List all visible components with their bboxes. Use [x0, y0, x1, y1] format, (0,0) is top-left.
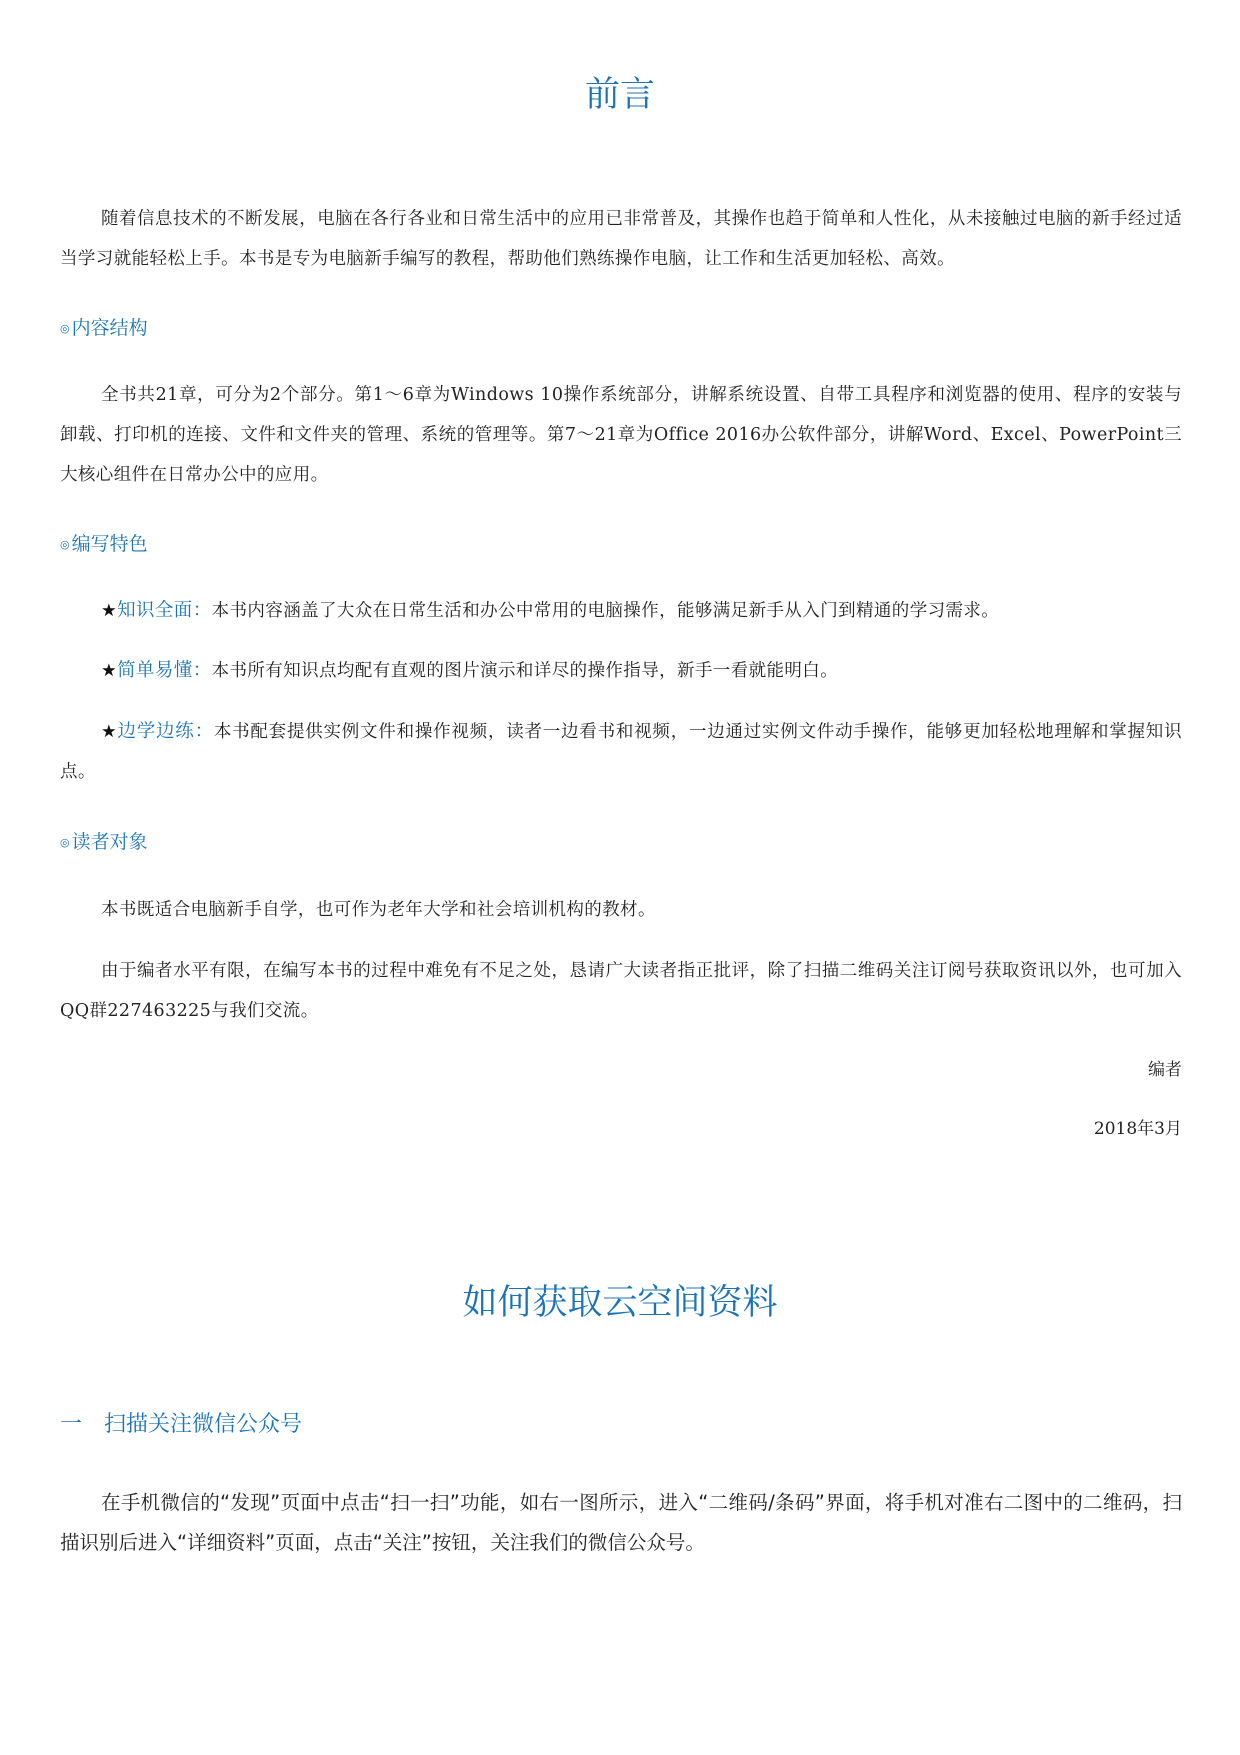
closing-text: 由于编者水平有限，在编写本书的过程中难免有不足之处，恳请广大读者指正批评，除了扫描二维码关注订阅号获取资讯以外，也可加入QQ群227463225与我们交流。 — [60, 961, 1182, 1021]
star-icon: ★ — [101, 722, 118, 742]
feature-item: ★边学边练：本书配套提供实例文件和操作视频，读者一边看书和视频，一边通过实例文件动手操作，能够更加轻松地理解和掌握知识点。 — [60, 721, 1182, 782]
structure-text: 全书共21章，可分为2个部分。第1～6章为Windows 10操作系统部分，讲解系统设置、自带工具程序和浏览器的使用、程序的安装与卸载、打印机的连接、文件和文件夹的管理、系统的管理等。第7～21章为Office 2016办公软件部分，讲解Word、Excel、PowerPoint三大核心组件在日常办公中的应用。 — [60, 385, 1182, 485]
signature-date: 2018年3月 — [1093, 1119, 1182, 1139]
readers-text: 本书既适合电脑新手自学，也可作为老年大学和社会培训机构的教材。 — [101, 900, 656, 920]
star-icon: ★ — [101, 661, 118, 681]
section-heading-structure: ◎ 内容结构 — [60, 317, 148, 339]
star-icon: ★ — [101, 601, 118, 621]
feature-item: ★简单易懂：本书所有知识点均配有直观的图片演示和详尽的操作指导，新手一看就能明白。 — [101, 660, 839, 681]
section-heading-readers: ◎ 读者对象 — [60, 831, 148, 853]
cloud-title: 如何获取云空间资料 — [462, 1283, 778, 1323]
step-text: 在手机微信的“发现”页面中点击“扫一扫”功能，如右一图所示，进入“二维码/条码”界面，将手机对准右二图中的二维码，扫描识别后进入“详细资料”页面，点击“关注”按钮，关注我们的微信公众号。 — [60, 1491, 1182, 1554]
step-title: 扫描关注微信公众号 — [104, 1412, 303, 1437]
section-heading-features: ◎ 编写特色 — [60, 533, 148, 555]
step-number: 一 — [60, 1412, 83, 1437]
circle-bullet-icon: ◎ — [60, 322, 70, 335]
preface-intro: 随着信息技术的不断发展，电脑在各行各业和日常生活中的应用已非常普及，其操作也趋于简单和人性化，从未接触过电脑的新手经过适当学习就能轻松上手。本书是专为电脑新手编写的教程，帮助他们熟练操作电脑，让工作和生活更加轻松、高效。 — [60, 209, 1182, 269]
signature-author: 编者 — [1148, 1060, 1182, 1080]
circle-bullet-icon: ◎ — [60, 836, 70, 849]
preface-title: 前言 — [584, 75, 655, 115]
feature-item: ★知识全面：本书内容涵盖了大众在日常生活和办公中常用的电脑操作，能够满足新手从入门到精通的学习需求。 — [101, 600, 1000, 621]
step-heading — [60, 1414, 302, 1436]
circle-bullet-icon: ◎ — [60, 538, 70, 551]
